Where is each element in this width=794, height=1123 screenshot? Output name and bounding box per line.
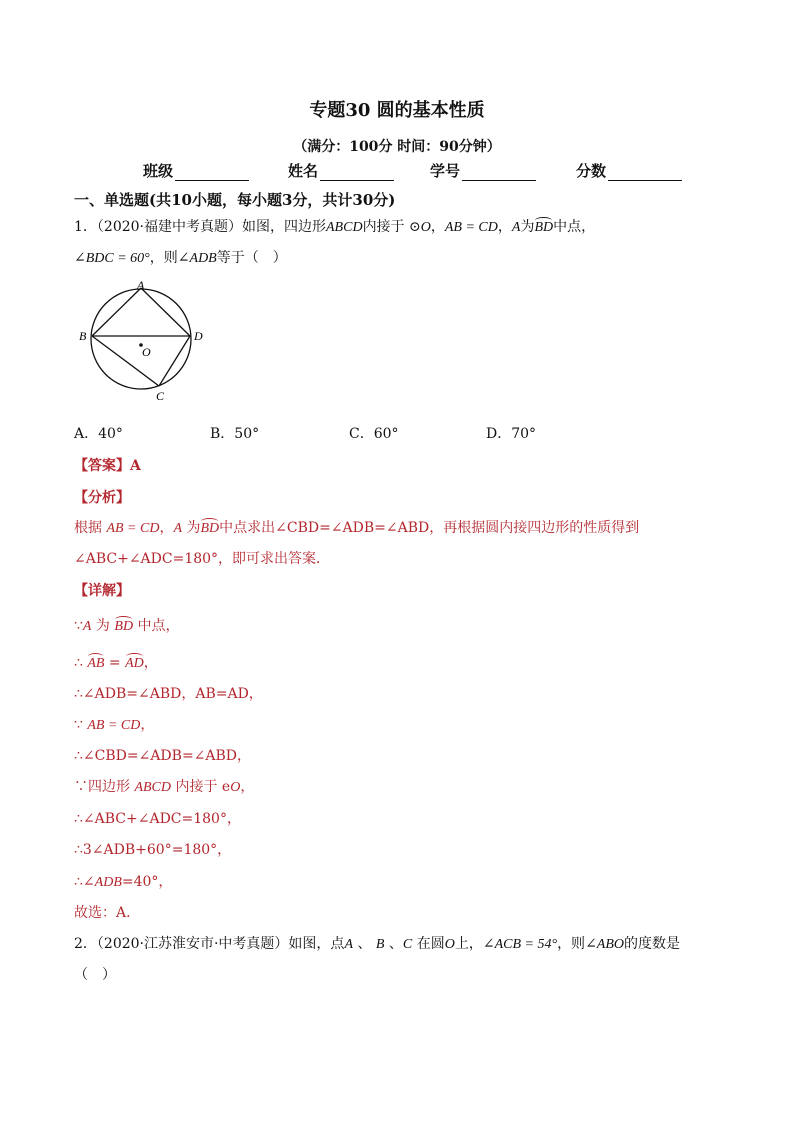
page-title: 专题30 圆的基本性质 xyxy=(309,100,485,121)
q1-angle: ∠ADB xyxy=(177,251,217,266)
q2-text: 、 xyxy=(384,936,403,952)
option-c: C．60° xyxy=(349,426,399,442)
detail-text: 内接于 e xyxy=(171,779,231,795)
analysis-arc: BD xyxy=(200,521,220,536)
info-field-class xyxy=(143,160,249,181)
q2-point: B xyxy=(375,937,385,952)
detail-step-7: ∴∠ABC+∠ADC=180°， xyxy=(74,811,241,827)
info-field-name xyxy=(288,160,394,181)
info-field-number xyxy=(430,160,536,181)
question-2-line-1 xyxy=(74,933,680,953)
info-label: 学号 xyxy=(430,162,461,180)
q1-text: 中点， xyxy=(553,219,596,235)
q2-circle: O xyxy=(444,937,455,952)
analysis-text: 中点求出∠CBD=∠ADB=∠ABD，再根据圆内接四边形的性质得到 xyxy=(219,520,640,536)
label-a: A xyxy=(137,278,145,292)
label-c: C xyxy=(156,389,165,403)
question-1-line-1 xyxy=(74,216,595,236)
detail-text: ∵ xyxy=(74,618,83,634)
detail-step-8: ∴3∠ADB+60°=180°， xyxy=(74,842,232,858)
detail-text: =40°， xyxy=(121,874,173,890)
analysis-text: ， xyxy=(159,520,174,536)
blank-line xyxy=(320,166,394,181)
info-label: 姓名 xyxy=(288,162,319,180)
option-a: A．40° xyxy=(74,426,123,442)
blank-line xyxy=(608,166,682,181)
q2-text: 在圆 xyxy=(412,936,445,952)
detail-text: ， xyxy=(143,655,158,671)
label-o: O xyxy=(142,345,151,359)
circle-o xyxy=(91,289,191,389)
option-d: D．70° xyxy=(486,426,537,442)
q1-text: ， xyxy=(497,219,512,235)
q2-point: C xyxy=(402,937,413,952)
analysis-line-1 xyxy=(74,517,639,537)
analysis-text: 根据 xyxy=(74,520,107,536)
detail-text: ∴ xyxy=(74,655,88,671)
analysis-text: 为 xyxy=(182,520,201,536)
detail-step-9 xyxy=(74,871,172,891)
detail-step-2 xyxy=(74,652,158,672)
section-heading: 一、单选题(共10小题，每小题3分，共计30分) xyxy=(74,191,396,209)
q2-text: 上， xyxy=(454,936,483,952)
label-d: D xyxy=(194,329,203,343)
detail-text: 中点， xyxy=(133,618,180,634)
detail-tag: 【详解】 xyxy=(74,583,130,599)
blank-line xyxy=(175,166,249,181)
answer-line xyxy=(74,455,141,475)
segment-cb xyxy=(92,336,159,386)
detail-text: = xyxy=(104,655,126,671)
detail-text: ∵ xyxy=(74,717,88,733)
q1-equation: AB = CD xyxy=(444,220,498,235)
detail-arc: AD xyxy=(125,656,144,671)
q1-text: 1．（2020·福建中考真题）如图，四边形 xyxy=(74,219,326,235)
detail-step-5: ∴∠CBD=∠ADB=∠ABD， xyxy=(74,748,252,764)
option-b: B．50° xyxy=(210,426,260,442)
detail-step-3: ∴∠ADB=∠ABD，AB=AD， xyxy=(74,686,263,702)
detail-text: 为 xyxy=(91,618,115,634)
detail-angle: ∠ADB xyxy=(82,875,122,890)
detail-text: ∴ xyxy=(74,874,83,890)
detail-arc: AB xyxy=(87,656,105,671)
q2-angle: ∠ABO xyxy=(585,937,625,952)
analysis-equation: AB = CD xyxy=(106,521,160,536)
info-field-score xyxy=(576,160,682,181)
q1-angle: ∠BDC = 60° xyxy=(74,251,150,266)
detail-step-4 xyxy=(74,714,154,734)
q2-equation: ∠ACB = 54° xyxy=(482,937,558,952)
detail-step-1 xyxy=(74,615,180,635)
detail-text: ， xyxy=(240,779,255,795)
detail-arc: BD xyxy=(114,619,134,634)
question-1-line-2 xyxy=(74,247,287,267)
q2-text: 、 xyxy=(353,936,376,952)
q2-point: A xyxy=(344,937,353,952)
answer-value: A xyxy=(130,458,141,474)
q1-text: 内接于 ⊙ xyxy=(362,219,421,235)
q1-arc: BD xyxy=(534,220,554,235)
detail-step-10: 故选：A． xyxy=(74,905,141,921)
analysis-point: A xyxy=(173,521,183,536)
q1-text: ， xyxy=(430,219,445,235)
q1-circle: O xyxy=(420,220,431,235)
info-label: 班级 xyxy=(143,162,174,180)
blank-line xyxy=(462,166,536,181)
detail-quad: ABCD xyxy=(134,780,172,795)
q2-text: 的度数是 xyxy=(624,936,681,952)
detail-text: ∵四边形 xyxy=(74,779,135,795)
analysis-tag: 【分析】 xyxy=(74,490,130,506)
analysis-line-2: ∠ABC+∠ADC=180°，即可求出答案． xyxy=(74,551,331,567)
detail-text: ， xyxy=(140,717,155,733)
detail-step-6 xyxy=(74,776,254,796)
question-2-line-2: （ ） xyxy=(74,967,116,983)
info-label: 分数 xyxy=(576,162,607,180)
q1-quad: ABCD xyxy=(326,220,363,235)
q2-text: ，则 xyxy=(557,936,586,952)
detail-circle: O xyxy=(230,780,241,795)
detail-equation: AB = CD xyxy=(87,718,141,733)
detail-point: A xyxy=(82,619,92,634)
label-b: B xyxy=(79,329,87,343)
q1-text: ，则 xyxy=(149,250,178,266)
q2-text: 2．（2020·江苏淮安市·中考真题）如图，点 xyxy=(74,936,345,952)
page-subtitle: （满分：100分 时间：90分钟） xyxy=(293,139,501,155)
q1-point: A xyxy=(511,220,521,235)
q1-text: 为 xyxy=(520,219,535,235)
q1-text: 等于（ ） xyxy=(216,250,287,266)
answer-tag: 【答案】 xyxy=(74,458,130,474)
circle-quadrilateral-figure xyxy=(74,278,214,406)
